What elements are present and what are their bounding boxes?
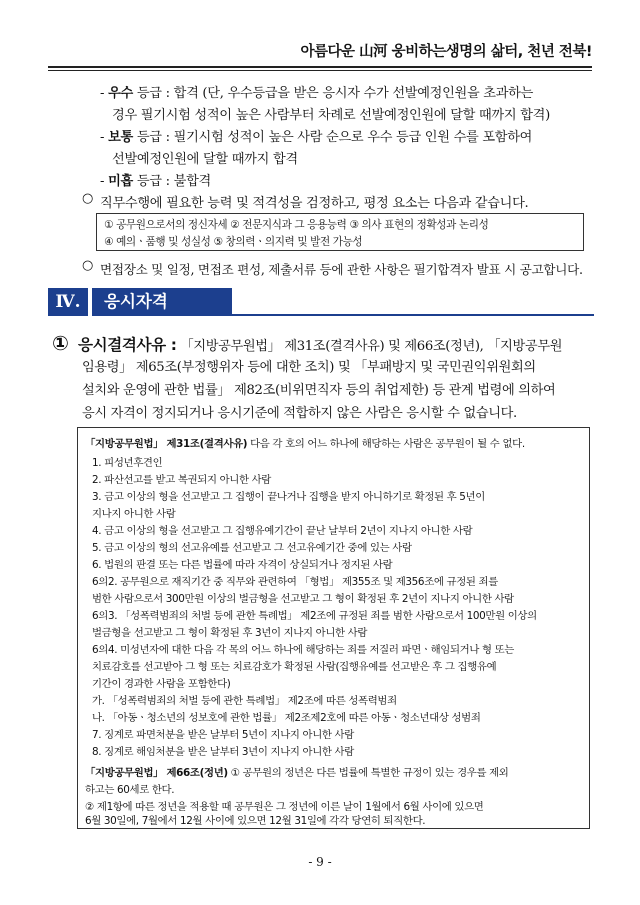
law-item: 3. 금고 이상의 형을 선고받고 그 집행이 끝나거나 집행을 받지 아니하기로 확정된 후 5년이	[92, 491, 485, 503]
grade-poor: - 미흡 등급 : 불합격	[100, 174, 211, 189]
section-underline	[92, 314, 594, 316]
article-66-line: 하고는 60세로 한다.	[85, 784, 175, 796]
subsection-heading: 응시결격사유 :	[78, 336, 177, 354]
article-31-heading: 「지방공무원법」 제31조(결격사유) 다음 각 호의 어느 하나에 해당하는 사람은 공무원이 될 수 없다.	[85, 438, 525, 450]
interview-notice: 면접장소 및 일정, 면접조 편성, 제출서류 등에 관한 사항은 필기합격자 발표 시 공고합니다.	[100, 262, 583, 277]
page-number: - 9 -	[308, 855, 332, 869]
grade-normal-cont: 선발예정인원에 달할 때까지 합격	[112, 152, 298, 167]
subsection-line: 설치와 운영에 관한 법률」 제82조(비위면직자 등의 취업제한) 등 관계 법령에 의하여	[82, 383, 556, 398]
article-66-line: 6월 30일에, 7월에서 12월 사이에 있으면 12월 31일에 각각 당연히 퇴직한다.	[85, 815, 426, 827]
law-item: 7. 징계로 파면처분을 받은 날부터 5년이 지나지 아니한 사람	[92, 729, 354, 741]
header-rule	[48, 66, 592, 68]
grade-excellent-cont: 경우 필기시험 성적이 높은 사람부터 차례로 선발예정인원에 달할 때까지 합격)	[112, 108, 550, 123]
circle-bullet-icon: ○	[82, 258, 94, 273]
article-66-line: ② 제1항에 따른 정년을 적용할 때 공무원은 그 정년에 이른 날이 1월에서 6월 사이에 있으면	[85, 801, 484, 813]
law-item: 가. 「성폭력범죄의 처벌 등에 관한 특례법」 제2조에 따른 성폭력범죄	[92, 695, 397, 707]
article-66-heading: 「지방공무원법」 제66조(정년) ① 공무원의 정년은 다른 법률에 특별한 규정이 있는 경우를 제외	[85, 767, 509, 779]
header-rule-thin	[48, 70, 592, 71]
law-item: 지나지 아니한 사람	[92, 508, 176, 520]
subsection-line: 응시 자격이 정지되거나 응시기준에 적합하지 않은 사람은 응시할 수 없습니다.	[82, 406, 517, 421]
section-title: 응시자격	[104, 292, 168, 311]
law-item: 나. 「아동ㆍ청소년의 성보호에 관한 법률」 제2조제2호에 따른 아동ㆍ청소년대상 성범죄	[92, 712, 481, 724]
law-item: 범한 사람으로서 300만원 이상의 벌금형을 선고받고 그 형이 확정된 후 2년이 지나지 아니한 사람	[92, 593, 514, 605]
law-item: 8. 징계로 해임처분을 받은 날부터 3년이 지나지 아니한 사람	[92, 746, 354, 758]
section-number: Ⅳ.	[48, 288, 88, 316]
evaluation-items-row2: ④ 예의ㆍ품행 및 성실성 ⑤ 창의력ㆍ의지력 및 발전 가능성	[104, 236, 363, 248]
competency-text: 직무수행에 필요한 능력 및 적격성을 검정하고, 평정 요소는 다음과 같습니다.	[100, 196, 529, 211]
evaluation-items-row1: ① 공무원으로서의 정신자세 ② 전문지식과 그 응용능력 ③ 의사 표현의 정확성과 논리성	[104, 219, 489, 231]
law-item: 5. 금고 이상의 형의 선고유예를 선고받고 그 선고유예기간 중에 있는 사람	[92, 542, 412, 554]
law-item: 6. 법원의 판결 또는 다른 법률에 따라 자격이 상실되거나 정지된 사람	[92, 559, 393, 571]
circle-bullet-icon: ○	[82, 191, 94, 206]
law-item: 벌금형을 선고받고 그 형이 확정된 후 3년이 지나지 아니한 사람	[92, 627, 368, 639]
subsection-first-line: 응시결격사유 : 「지방공무원법」 제31조(결격사유) 및 제66조(정년), 「지방공무원	[78, 336, 563, 354]
law-item: 1. 피성년후견인	[92, 457, 163, 469]
law-item: 기간이 경과한 사람을 포함한다)	[92, 678, 231, 690]
grade-normal: - 보통 등급 : 필기시험 성적이 높은 사람 순으로 우수 등급 인원 수를 포함하여	[100, 130, 533, 145]
header-slogan: 아름다운 山河 웅비하는생명의 삶터, 천년 전북!	[300, 44, 592, 60]
section-header	[48, 288, 594, 316]
subsection-line: 임용령」 제65조(부정행위자 등에 대한 조치) 및 「부패방지 및 국민권익위원회의	[82, 360, 536, 375]
law-item: 6의4. 미성년자에 대한 다음 각 목의 어느 하나에 해당하는 죄를 저질러 파면ㆍ해임되거나 형 또는	[92, 644, 514, 656]
law-item: 치료감호를 선고받아 그 형 또는 치료감호가 확정된 사람(집행유예를 선고받은 후 그 집행유예	[92, 661, 497, 673]
law-item: 6의2. 공무원으로 재직기간 중 직무와 관련하여 「형법」 제355조 및 제356조에 규정된 죄를	[92, 576, 498, 588]
grade-excellent: - 우수 등급 : 합격 (단, 우수등급을 받은 응시자 수가 선발예정인원을 초과하는	[100, 86, 534, 101]
subsection-number: ①	[52, 331, 69, 355]
law-item: 4. 금고 이상의 형을 선고받고 그 집행유예기간이 끝난 날부터 2년이 지나지 아니한 사람	[92, 525, 473, 537]
law-item: 6의3. 「성폭력범죄의 처벌 등에 관한 특례법」 제2조에 규정된 죄를 범한 사람으로서 100만원 이상의	[92, 610, 537, 622]
law-item: 2. 파산선고를 받고 복권되지 아니한 사람	[92, 474, 271, 486]
